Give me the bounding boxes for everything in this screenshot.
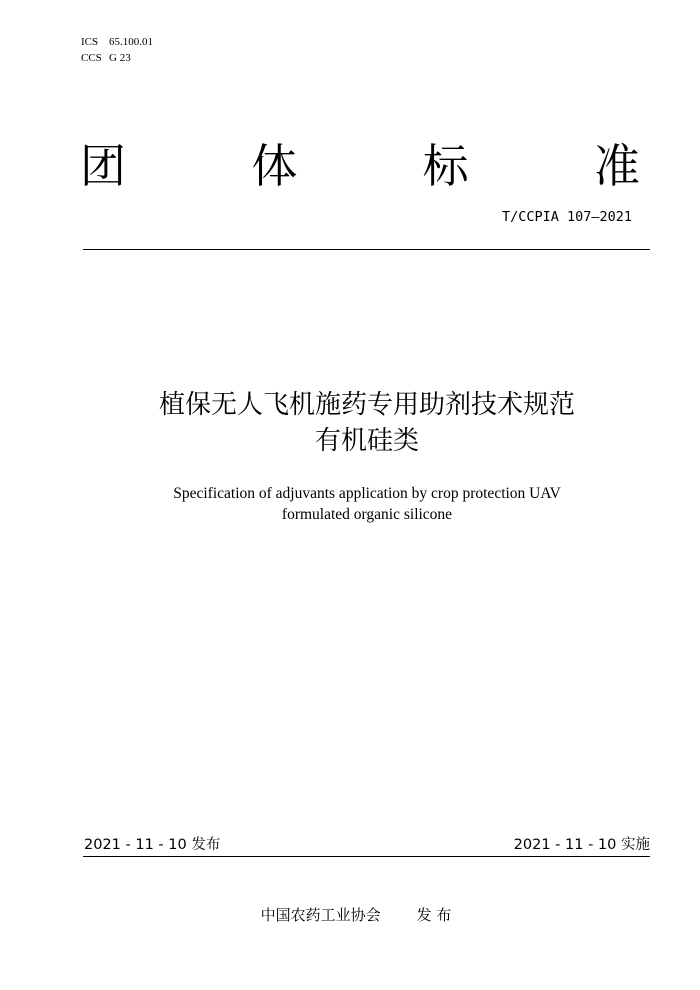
- title-en-line2: formulated organic silicone: [281, 506, 453, 523]
- publisher-action: 发 布: [416, 906, 452, 924]
- ccs-label: CCS: [81, 52, 102, 64]
- ics-label: ICS: [81, 36, 99, 48]
- publish-date: 2021 - 11 - 10 发布: [84, 837, 221, 853]
- title-cn-line2: 有机硅类: [314, 426, 419, 456]
- implement-date: 2021 - 11 - 10 实施: [513, 837, 650, 853]
- header-divider: [83, 249, 650, 250]
- title-char-1: 团: [80, 139, 126, 193]
- title-en-line1: Specification of adjuvants application by crop protection UAV: [173, 485, 561, 502]
- footer-divider: [83, 856, 650, 857]
- title-cn-line1: 植保无人飞机施药专用助剂技术规范: [158, 390, 575, 420]
- publisher-org: 中国农药工业协会: [260, 906, 381, 924]
- publisher-line: [0, 906, 700, 924]
- ics-code: [81, 35, 153, 49]
- ccs-code: [81, 51, 131, 65]
- ccs-value: G 23: [109, 52, 131, 64]
- standard-number: T/CCPIA 107—2021: [501, 209, 632, 225]
- title-char-3: 标: [422, 139, 469, 193]
- title-char-2: 体: [251, 139, 298, 193]
- ics-value: 65.100.01: [109, 36, 153, 48]
- title-char-4: 准: [593, 139, 640, 193]
- document-type-title: [80, 140, 640, 192]
